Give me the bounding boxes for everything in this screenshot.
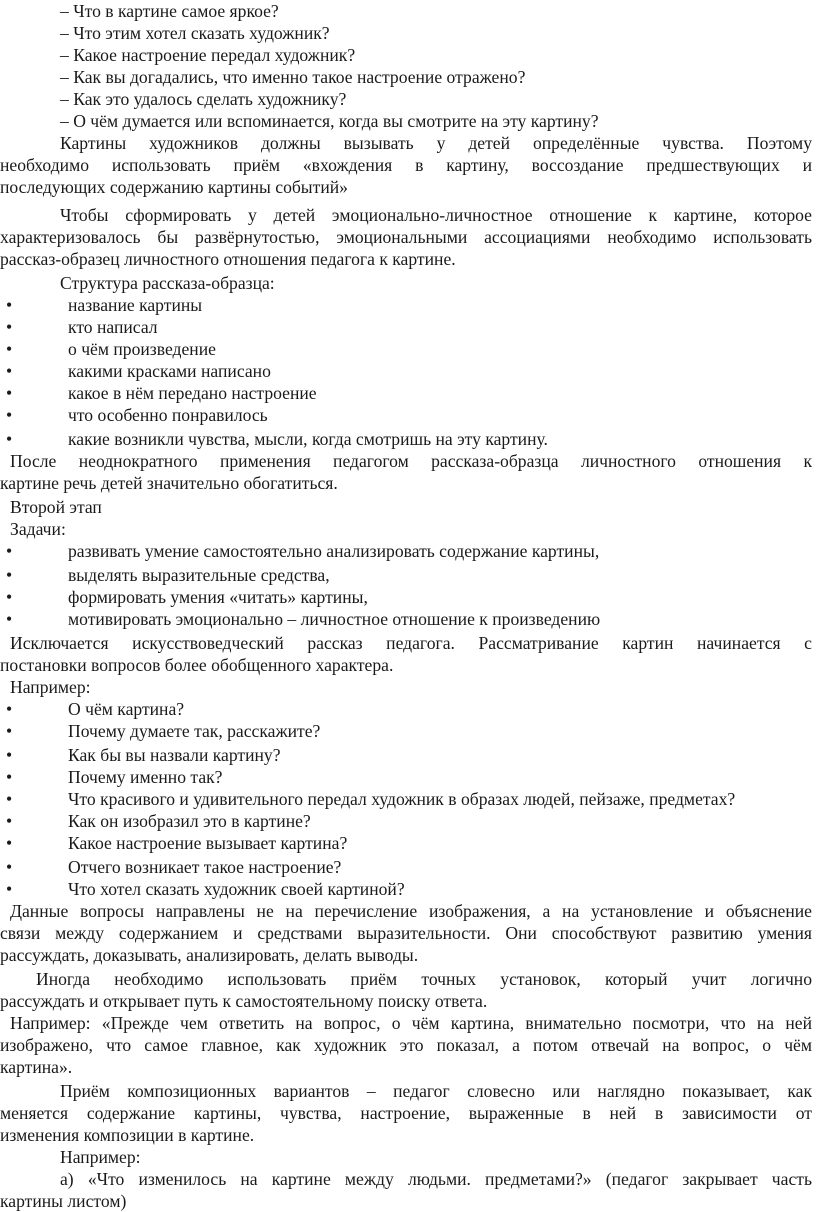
paragraph-line: Приём композиционных вариантов – педагог словесно или наглядно показывает, как xyxy=(60,1081,812,1101)
paragraph-line: картине речь детей значительно обогатиться. xyxy=(0,473,338,493)
example-label: Например: xyxy=(60,1147,141,1167)
question-line: – Как вы догадались, что именно такое настроение отражено? xyxy=(60,67,526,87)
question-line: – Что в картине самое яркое? xyxy=(60,1,279,21)
paragraph-line: а) «Что изменилось на картине между людьми. предметами?» (педагог закрывает часть xyxy=(60,1169,812,1189)
paragraph-line: связи между содержанием и средствами выразительности. Они способствуют развитию умения xyxy=(0,923,812,943)
paragraph-line: картины листом) xyxy=(0,1191,127,1211)
paragraph-line: Картины художников должны вызывать у детей определённые чувства. Поэтому xyxy=(60,133,812,153)
bullet: • xyxy=(6,857,13,877)
list-item: О чём картина? xyxy=(68,699,185,719)
list-item: название картины xyxy=(68,295,203,315)
paragraph-line: необходимо использовать приём «вхождения в картину, воссоздание предшествующих и xyxy=(0,155,812,175)
bullet: • xyxy=(6,429,13,449)
list-item: Почему думаете так, расскажите? xyxy=(68,721,321,741)
bullet: • xyxy=(6,833,13,853)
question-line: – О чём думается или вспоминается, когда вы смотрите на эту картину? xyxy=(60,111,599,131)
list-item: Какое настроение вызывает картина? xyxy=(68,833,348,853)
paragraph-line: картина». xyxy=(0,1057,73,1077)
bullet: • xyxy=(6,587,13,607)
list-item: Что красивого и удивительного передал художник в образах людей, пейзаже, предметах? xyxy=(68,789,736,809)
paragraph-line: Данные вопросы направлены не на перечисление изображения, а на установление и объяснение xyxy=(10,901,812,921)
list-item: какими красками написано xyxy=(68,361,271,381)
paragraph-line: рассуждать и открывает путь к самостоятельному поиску ответа. xyxy=(0,991,488,1011)
bullet: • xyxy=(6,789,13,809)
paragraph-line: Исключается искусствоведческий рассказ педагога. Рассматривание картин начинается с xyxy=(10,633,812,653)
paragraph-line: постановки вопросов более обобщенного характера. xyxy=(0,655,394,675)
bullet: • xyxy=(6,721,13,741)
bullet: • xyxy=(6,609,13,629)
section-heading: Второй этап xyxy=(10,497,102,517)
list-item: выделять выразительные средства, xyxy=(68,565,330,585)
paragraph-line: рассуждать, доказывать, анализировать, делать выводы. xyxy=(0,945,419,965)
list-item: какие возникли чувства, мысли, когда смотришь на эту картину. xyxy=(68,429,548,449)
bullet: • xyxy=(6,405,13,425)
paragraph-line: Например: «Прежде чем ответить на вопрос, о чём картина, внимательно посмотри, что на ней xyxy=(10,1013,812,1033)
bullet: • xyxy=(6,745,13,765)
list-item: Почему именно так? xyxy=(68,767,223,787)
paragraph-line: изображено, что самое главное, как художник это показал, а потом отвечай на вопрос, о чём xyxy=(0,1035,812,1055)
list-item: Отчего возникает такое настроение? xyxy=(68,857,342,877)
list-item: Как он изобразил это в картине? xyxy=(68,811,311,831)
list-item: Как бы вы назвали картину? xyxy=(68,745,281,765)
paragraph-line: Иногда необходимо использовать приём точных установок, который учит логично xyxy=(36,969,812,989)
bullet: • xyxy=(6,317,13,337)
list-item: о чём произведение xyxy=(68,339,216,359)
bullet: • xyxy=(6,699,13,719)
list-item: что особенно понравилось xyxy=(68,405,268,425)
paragraph-line: Чтобы сформировать у детей эмоционально-личностное отношение к картине, которое xyxy=(60,205,812,225)
paragraph-line: После неоднократного применения педагогом рассказа-образца личностного отношения к xyxy=(10,451,812,471)
list-item: Что хотел сказать художник своей картиной? xyxy=(68,879,405,899)
bullet: • xyxy=(6,879,13,899)
paragraph-line: рассказ-образец личностного отношения педагога к картине. xyxy=(0,249,456,269)
bullet: • xyxy=(6,339,13,359)
tasks-title: Задачи: xyxy=(10,519,66,539)
bullet: • xyxy=(6,767,13,787)
bullet: • xyxy=(6,295,13,315)
question-line: – Как это удалось сделать художнику? xyxy=(60,89,347,109)
list-item: мотивировать эмоционально – личностное отношение к произведению xyxy=(68,609,601,629)
list-item: формировать умения «читать» картины, xyxy=(68,587,368,607)
bullet: • xyxy=(6,361,13,381)
paragraph-line: характеризовалось бы развёрнутостью, эмоциональными ассоциациями необходимо использовать xyxy=(0,227,812,247)
list-item: развивать умение самостоятельно анализировать содержание картины, xyxy=(68,541,600,561)
paragraph-line: меняется содержание картины, чувства, настроение, выраженные в ней в зависимости от xyxy=(0,1103,812,1123)
bullet: • xyxy=(6,565,13,585)
paragraph-line: изменения композиции в картине. xyxy=(0,1125,255,1145)
example-label: Например: xyxy=(10,677,91,697)
question-line: – Какое настроение передал художник? xyxy=(60,45,356,65)
bullet: • xyxy=(6,811,13,831)
list-item: какое в нём передано настроение xyxy=(68,383,317,403)
question-line: – Что этим хотел сказать художник? xyxy=(60,23,330,43)
bullet: • xyxy=(6,541,13,561)
structure-title: Структура рассказа-образца: xyxy=(60,273,275,293)
paragraph-line: последующих содержанию картины событий» xyxy=(0,177,348,197)
list-item: кто написал xyxy=(68,317,158,337)
bullet: • xyxy=(6,383,13,403)
